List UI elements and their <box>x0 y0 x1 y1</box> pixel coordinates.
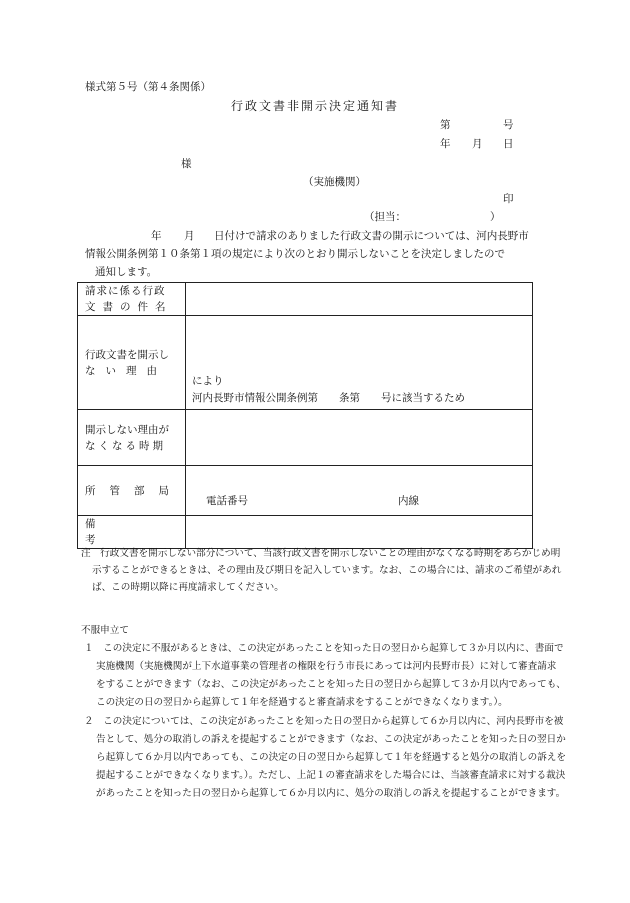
number-suffix: 号 <box>503 119 514 131</box>
row-label-requested-document: 請求に係る行政 文書の件名 <box>78 283 186 316</box>
extension-label: 内線 <box>398 495 419 507</box>
appeal-2-line3: ら起算して６か月以内であっても、この決定の日の翌日から起算して１年を経過すると処分の取消しの訴えを <box>96 752 566 763</box>
requested-document-value <box>186 283 533 316</box>
contact-close: ） <box>490 211 501 223</box>
form-number: 様式第５号（第４条関係） <box>85 81 211 93</box>
phone-label: 電話番号 <box>206 495 248 507</box>
body-month: 月 <box>184 230 195 242</box>
appeal-1-line3: をすることができます（なお、この決定があったことを知った日の翌日から起算して３か月以内であっても、 <box>96 679 566 690</box>
page-title: 行政文書非開示決定通知書 <box>231 99 400 113</box>
table-row <box>78 516 533 549</box>
row-label-nondisclosure-reason: 行政文書を開示し ない理由 <box>78 316 186 410</box>
number-label: 第 <box>440 119 451 131</box>
appeal-2-line1: ２ この決定については、この決定があったことを知った日の翌日から起算して６か月以内に、河内長野市を被 <box>84 716 564 727</box>
table-row <box>78 316 533 410</box>
seal-mark: 印 <box>503 193 514 205</box>
body-line2: 情報公開条例第１０条第１項の規定により次のとおり開示しないことを決定しましたので <box>85 248 505 260</box>
date-month: 月 <box>472 138 483 150</box>
table-row <box>78 410 533 466</box>
department-value <box>186 466 533 516</box>
reason-text-line1: により <box>192 375 224 387</box>
appeal-2-line4: 提起することができなくなります。）。ただし、上記１の審査請求をした場合には、当該審査請求に対する裁決 <box>96 770 566 781</box>
note-line1: 注 行政文書を開示しない部分について、当該行政文書を開示しないことの理由がなくなる時期をあらかじめ明 <box>81 548 561 559</box>
reason-text-line2: 河内長野市情報公開条例第 条第 号に該当するため <box>192 392 465 404</box>
note-line3: ば、この時期以降に再度請求してください。 <box>92 582 284 593</box>
note-line2: 示することができるときは、その理由及び期日を記入しています。なお、この場合には、請求のご希望があれ <box>92 565 562 576</box>
body-line3: 通知します。 <box>95 266 158 278</box>
appeal-1-line4: この決定の日の翌日から起算して１年を経過すると審査請求をすることができなくなります。）。 <box>96 697 508 708</box>
row-label-remarks: 備考 <box>78 516 186 549</box>
row-label-reason-expiry: 開示しない理由が なくなる時期 <box>78 410 186 466</box>
date-day: 日 <box>503 138 514 150</box>
date-year: 年 <box>440 138 451 150</box>
appeal-1-line2: 実施機関（実施機関が上下水道事業の管理者の権限を行う市長にあっては河内長野市長）に対して審査請求 <box>96 661 557 672</box>
table-row <box>78 466 533 516</box>
table-row <box>78 283 533 316</box>
row-label-department: 所管部局 <box>78 466 186 516</box>
contact-label: （担当： <box>364 211 406 223</box>
body-line1-rest: 日付けで請求のありました行政文書の開示については、河内長野市 <box>214 230 529 242</box>
appeal-1-line1: １ この決定に不服があるときは、この決定があったことを知った日の翌日から起算して３か月以内に、書面で <box>84 643 564 654</box>
reason-expiry-value <box>186 410 533 466</box>
nondisclosure-reason-value <box>186 316 533 410</box>
remarks-value <box>186 516 533 549</box>
addressee-suffix: 様 <box>181 158 192 170</box>
body-year: 年 <box>151 230 162 242</box>
appeal-heading: 不服申立て <box>81 625 129 636</box>
agency-label: （実施機関） <box>303 176 366 188</box>
appeal-2-line2: 告として、処分の取消しの訴えを提起することができます（なお、この決定があったことを知った日の翌日か <box>96 734 566 745</box>
decision-table <box>77 282 533 549</box>
appeal-2-line5: があったことを知った日の翌日から起算して６か月以内に、処分の取消しの訴えを提起することができます。 <box>96 788 566 799</box>
